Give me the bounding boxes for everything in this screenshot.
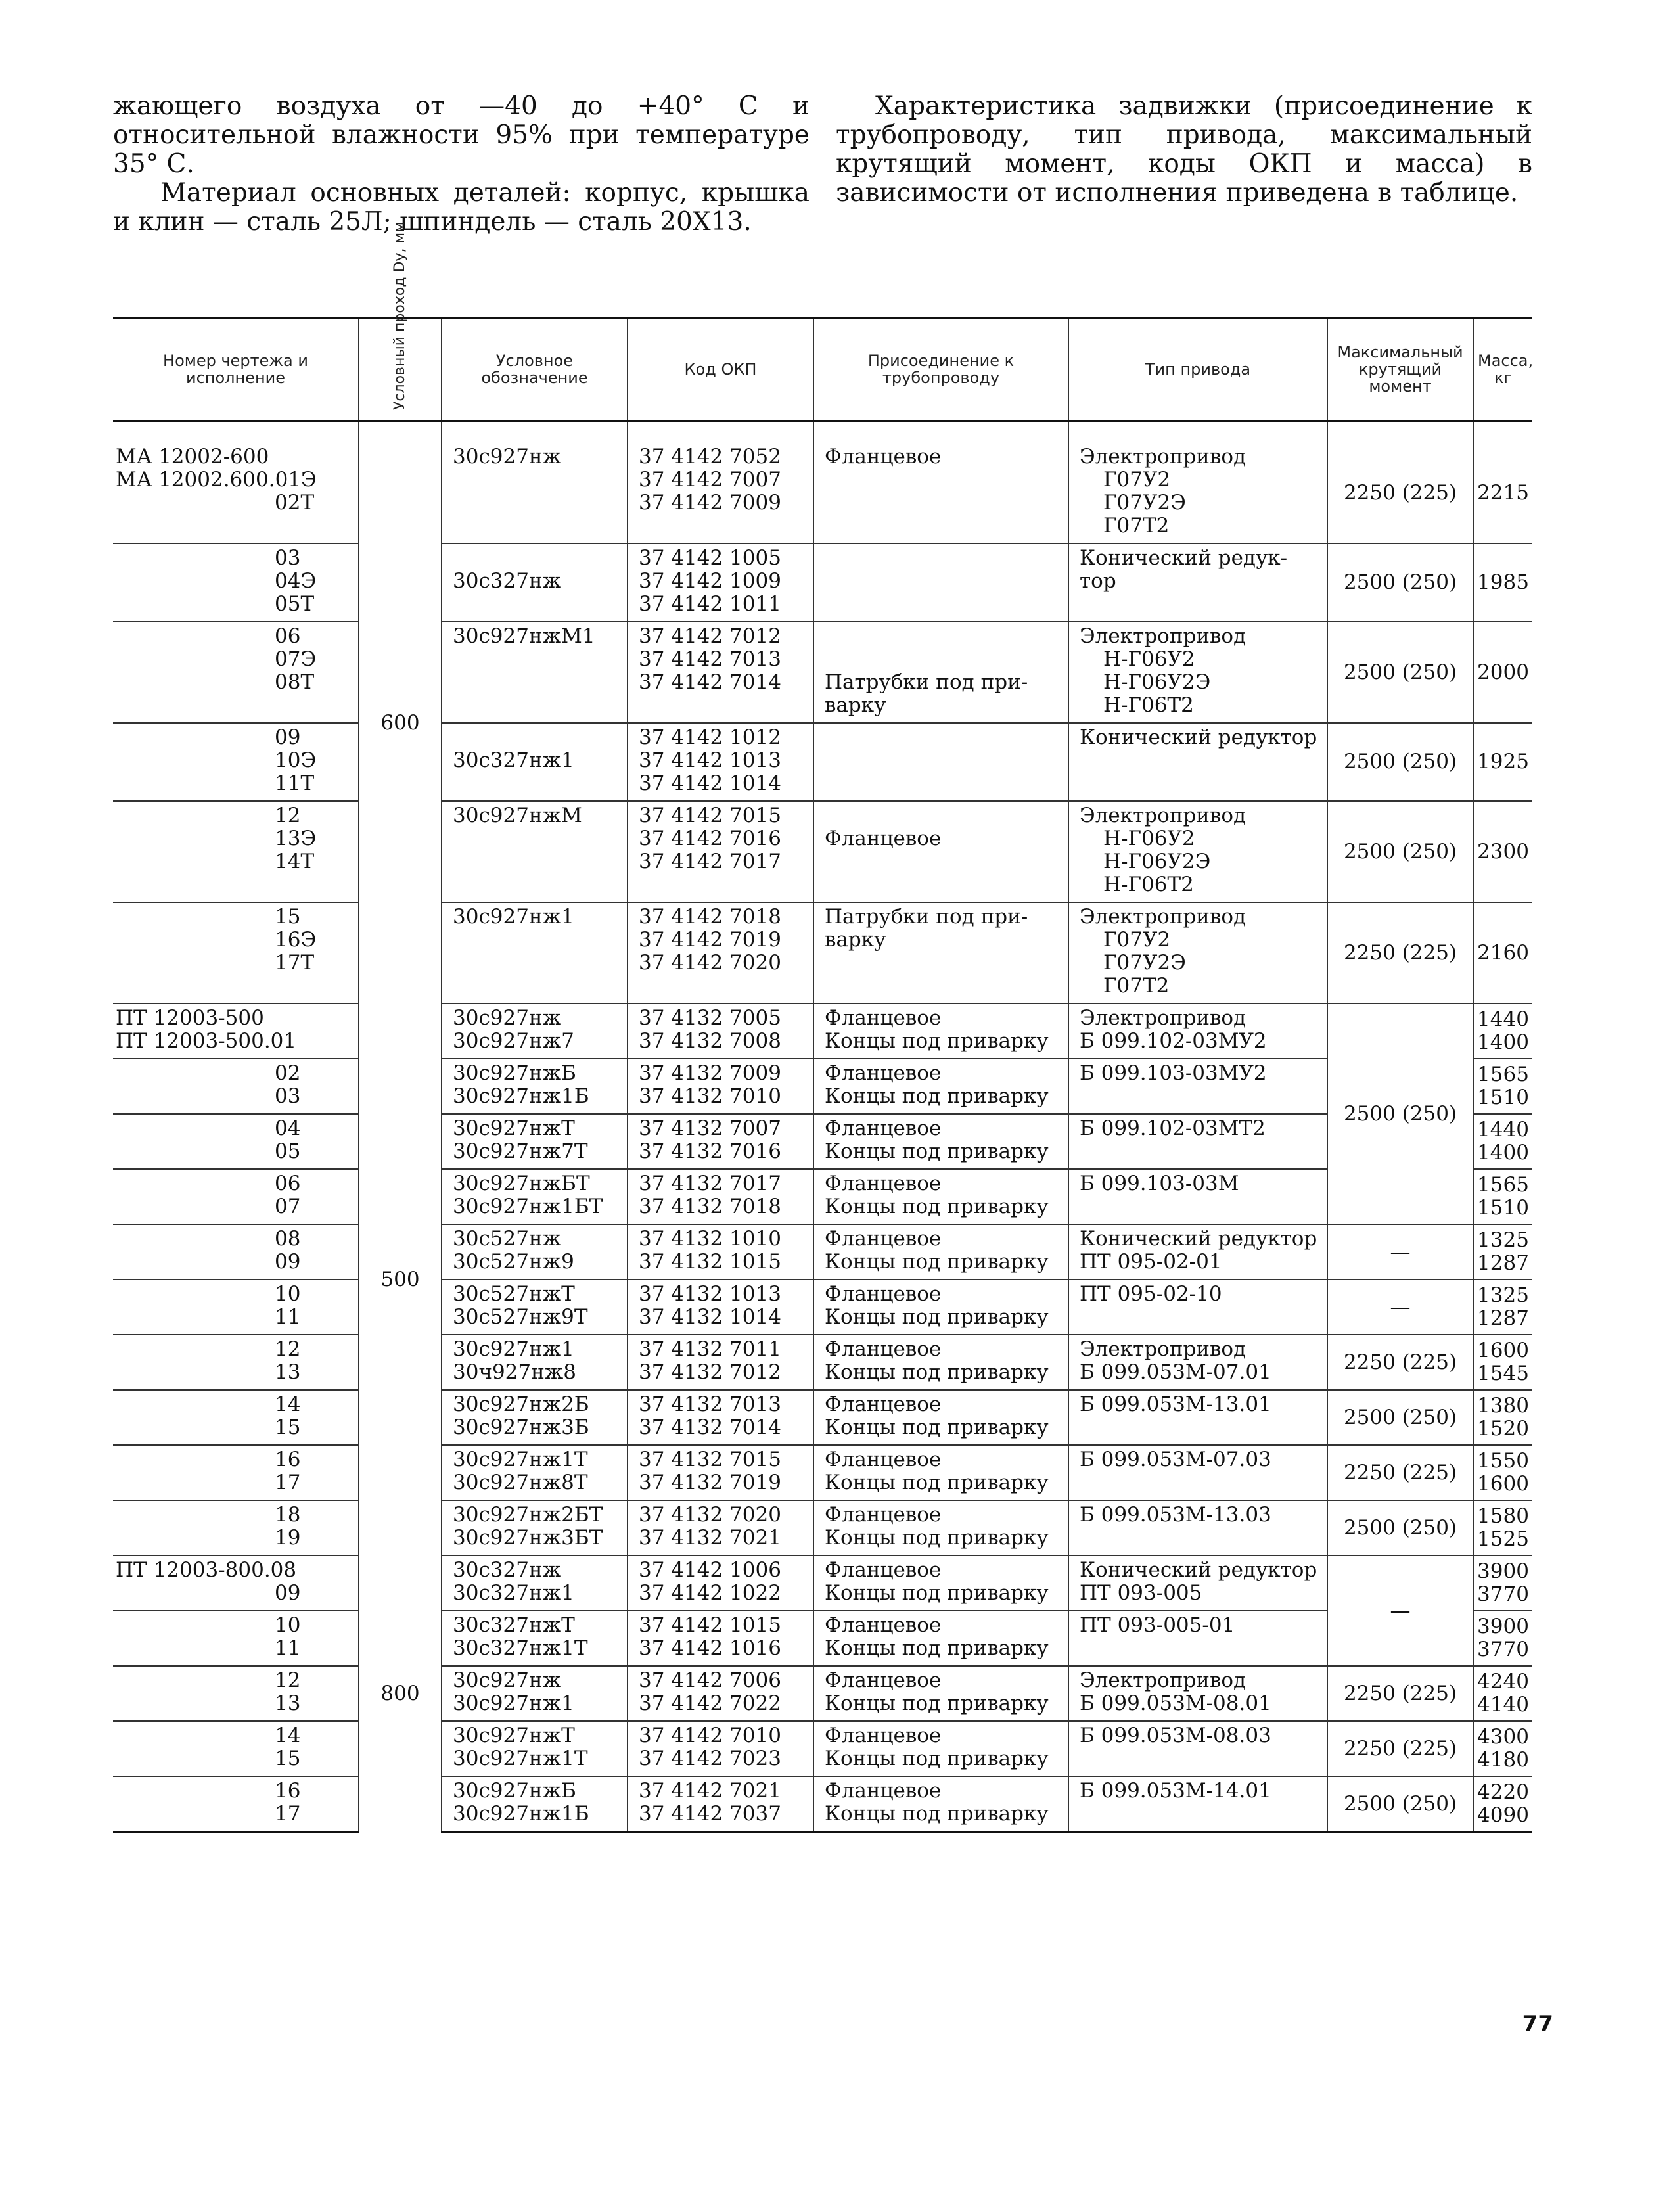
header-dn-label: Условный проход Dу, мм — [392, 221, 408, 410]
drawing-cell: 14 15 — [113, 1390, 359, 1445]
drawing-cell: 04 05 — [113, 1114, 359, 1169]
okp-cell: 37 4132 7015 37 4132 7019 — [628, 1445, 813, 1500]
mass-cell: 1565 1510 — [1473, 1059, 1532, 1114]
drive-cell: Б 099.103-03МУ2 — [1068, 1059, 1327, 1114]
moment-cell: 2250 (225) — [1327, 443, 1473, 543]
drawing-cell: 14 15 — [113, 1721, 359, 1776]
drive-cell: Электропривод Б 099.053М-07.01 — [1068, 1335, 1327, 1390]
okp-cell: 37 4132 7009 37 4132 7010 — [628, 1059, 813, 1114]
designation-cell: 30с927нжМ1 — [442, 622, 628, 723]
okp-cell: 37 4132 7007 37 4132 7016 — [628, 1114, 813, 1169]
mass-cell: 1440 1400 — [1473, 1114, 1532, 1169]
drive-cell: Б 099.053М-13.01 — [1068, 1390, 1327, 1445]
mass-cell: 1580 1525 — [1473, 1500, 1532, 1555]
moment-cell: 2500 (250) — [1327, 1003, 1473, 1224]
connection-cell: Фланцевое Концы под приварку — [813, 1721, 1068, 1776]
header-dn — [359, 221, 442, 421]
header-mass: Масса, кг — [1473, 318, 1532, 421]
mass-cell: 1325 1287 — [1473, 1224, 1532, 1279]
connection-cell: Фланцевое Концы под приварку — [813, 1169, 1068, 1224]
connection-cell: Фланцевое — [813, 801, 1068, 902]
table-row — [113, 1776, 1532, 1832]
moment-cell: — — [1327, 1279, 1473, 1335]
drawing-cell: 03 04Э 05Т — [113, 543, 359, 622]
table-row — [113, 801, 1532, 902]
drive-cell: Электропривод Б 099.102-03МУ2 — [1068, 1003, 1327, 1059]
mass-cell: 2160 — [1473, 902, 1532, 1003]
header-drawing: Номер чертежа и исполнение — [113, 318, 359, 421]
designation-cell: 30с327нжТ 30с327нж1Т — [442, 1611, 628, 1666]
drive-cell: Конический редуктор — [1068, 723, 1327, 801]
connection-cell — [813, 543, 1068, 622]
drive-cell: ПТ 095-02-10 — [1068, 1279, 1327, 1335]
mass-cell: 2300 — [1473, 801, 1532, 902]
designation-cell: 30с927нжБТ 30с927нж1БТ — [442, 1169, 628, 1224]
mass-cell: 1985 — [1473, 543, 1532, 622]
drawing-cell: 10 11 — [113, 1611, 359, 1666]
spacer-row — [113, 421, 1532, 444]
okp-cell: 37 4142 7015 37 4142 7016 37 4142 7017 — [628, 801, 813, 902]
intro-paragraph: Материал основных деталей: корпус, крышка и клин — сталь 25Л; шпиндель — сталь 20Х13. — [113, 178, 810, 237]
table-row — [113, 1279, 1532, 1335]
mass-cell: 2000 — [1473, 622, 1532, 723]
designation-cell: 30с927нж2Б 30с927нж3Б — [442, 1390, 628, 1445]
drive-cell: ПТ 093-005-01 — [1068, 1611, 1327, 1666]
table-row — [113, 622, 1532, 723]
mass-cell: 2215 — [1473, 443, 1532, 543]
okp-cell: 37 4142 7052 37 4142 7007 37 4142 7009 — [628, 443, 813, 543]
drawing-cell: 16 17 — [113, 1445, 359, 1500]
okp-cell: 37 4132 7020 37 4132 7021 — [628, 1500, 813, 1555]
moment-cell: 2500 (250) — [1327, 1776, 1473, 1832]
table-row — [113, 1666, 1532, 1721]
intro-left-column — [113, 92, 810, 237]
drawing-cell: 15 16Э 17Т — [113, 902, 359, 1003]
moment-cell: 2250 (225) — [1327, 1666, 1473, 1721]
mass-cell: 1925 — [1473, 723, 1532, 801]
connection-cell: Фланцевое Концы под приварку — [813, 1279, 1068, 1335]
mass-cell: 1440 1400 — [1473, 1003, 1532, 1059]
okp-cell: 37 4142 1006 37 4142 1022 — [628, 1555, 813, 1611]
table-row — [113, 543, 1532, 622]
drive-cell: Б 099.102-03МТ2 — [1068, 1114, 1327, 1169]
drive-cell: Электропривод Г07У2 Г07У2Э Г07Т2 — [1068, 902, 1327, 1003]
designation-cell: 30с327нж — [442, 543, 628, 622]
drive-cell: Б 099.053М-07.03 — [1068, 1445, 1327, 1500]
drive-cell: Конический редуктор ПТ 095-02-01 — [1068, 1224, 1327, 1279]
connection-cell: Патрубки под при- варку — [813, 622, 1068, 723]
moment-cell: 2250 (225) — [1327, 1335, 1473, 1390]
table-row — [113, 1721, 1532, 1776]
connection-cell: Фланцевое Концы под приварку — [813, 1390, 1068, 1445]
connection-cell: Фланцевое Концы под приварку — [813, 1666, 1068, 1721]
connection-cell: Фланцевое Концы под приварку — [813, 1500, 1068, 1555]
connection-cell: Фланцевое Концы под приварку — [813, 1224, 1068, 1279]
drawing-cell: 02 03 — [113, 1059, 359, 1114]
connection-cell: Фланцевое Концы под приварку — [813, 1114, 1068, 1169]
drawing-cell: ПТ 12003-500 ПТ 12003-500.01 — [113, 1003, 359, 1059]
okp-cell: 37 4142 1012 37 4142 1013 37 4142 1014 — [628, 723, 813, 801]
moment-cell: 2500 (250) — [1327, 1390, 1473, 1445]
drive-cell: Электропривод Б 099.053М-08.01 — [1068, 1666, 1327, 1721]
drawing-cell: 06 07Э 08Т — [113, 622, 359, 723]
okp-cell: 37 4132 1010 37 4132 1015 — [628, 1224, 813, 1279]
moment-cell: 2500 (250) — [1327, 543, 1473, 622]
drive-cell: Конический редук- тор — [1068, 543, 1327, 622]
table-row — [113, 902, 1532, 1003]
connection-cell: Фланцевое Концы под приварку — [813, 1445, 1068, 1500]
moment-cell: 2500 (250) — [1327, 622, 1473, 723]
drive-cell: Б 099.103-03М — [1068, 1169, 1327, 1224]
okp-cell: 37 4142 7021 37 4142 7037 — [628, 1776, 813, 1832]
drive-cell: Б 099.053М-14.01 — [1068, 1776, 1327, 1832]
table-row — [113, 443, 1532, 543]
connection-cell: Фланцевое Концы под приварку — [813, 1003, 1068, 1059]
moment-cell: 2500 (250) — [1327, 723, 1473, 801]
dn-cell: 500 — [359, 1003, 442, 1555]
mass-cell: 1600 1545 — [1473, 1335, 1532, 1390]
page-number: 77 — [1522, 2011, 1553, 2037]
drive-cell: Электропривод Г07У2 Г07У2Э Г07Т2 — [1068, 443, 1327, 543]
mass-cell: 3900 3770 — [1473, 1555, 1532, 1611]
header-drive: Тип привода — [1068, 318, 1327, 421]
okp-cell: 37 4142 7012 37 4142 7013 37 4142 7014 — [628, 622, 813, 723]
moment-cell: 2500 (250) — [1327, 1500, 1473, 1555]
okp-cell: 37 4132 7005 37 4132 7008 — [628, 1003, 813, 1059]
intro-paragraph: Характеристика задвижки (присоединение к трубопроводу, тип привода, максимальный крутящий момент, коды ОКП и масса) в зависимости от исполнения приведена в таблице. — [836, 91, 1532, 208]
designation-cell: 30с927нж — [442, 443, 628, 543]
header-moment: Максимальный крутящий момент — [1327, 318, 1473, 421]
dn-cell: 600 — [359, 443, 442, 1003]
connection-cell: Фланцевое Концы под приварку — [813, 1059, 1068, 1114]
drawing-cell: 09 10Э 11Т — [113, 723, 359, 801]
table-row — [113, 1390, 1532, 1445]
drawing-cell: 16 17 — [113, 1776, 359, 1832]
header-connection: Присоединение к трубопроводу — [813, 318, 1068, 421]
table-row — [113, 1500, 1532, 1555]
moment-cell: 2500 (250) — [1327, 801, 1473, 902]
mass-cell: 4300 4180 — [1473, 1721, 1532, 1776]
designation-cell: 30с927нж1Т 30с927нж8Т — [442, 1445, 628, 1500]
drawing-cell: 08 09 — [113, 1224, 359, 1279]
mass-cell: 4220 4090 — [1473, 1776, 1532, 1832]
table-body — [113, 421, 1532, 1832]
okp-cell: 37 4142 1015 37 4142 1016 — [628, 1611, 813, 1666]
dn-cell: 800 — [359, 1555, 442, 1832]
connection-cell: Фланцевое Концы под приварку — [813, 1555, 1068, 1611]
moment-cell: — — [1327, 1555, 1473, 1666]
drawing-cell: ПТ 12003-800.08 09 — [113, 1555, 359, 1611]
okp-cell: 37 4142 7006 37 4142 7022 — [628, 1666, 813, 1721]
table-row — [113, 1169, 1532, 1224]
okp-cell: 37 4132 7017 37 4132 7018 — [628, 1169, 813, 1224]
drawing-cell: МА 12002-600 МА 12002.600.01Э 02Т — [113, 443, 359, 543]
mass-cell: 1380 1520 — [1473, 1390, 1532, 1445]
designation-cell: 30с927нжБ 30с927нж1Б — [442, 1059, 628, 1114]
designation-cell: 30с327нж 30с327нж1 — [442, 1555, 628, 1611]
drawing-cell: 10 11 — [113, 1279, 359, 1335]
designation-cell: 30с927нжТ 30с927нж7Т — [442, 1114, 628, 1169]
table-row — [113, 1003, 1532, 1059]
mass-cell: 4240 4140 — [1473, 1666, 1532, 1721]
designation-cell: 30с327нж1 — [442, 723, 628, 801]
table-row — [113, 1059, 1532, 1114]
table-row — [113, 1114, 1532, 1169]
designation-cell: 30с527нжТ 30с527нж9Т — [442, 1279, 628, 1335]
table-row — [113, 723, 1532, 801]
okp-cell: 37 4142 1005 37 4142 1009 37 4142 1011 — [628, 543, 813, 622]
drive-cell: Электропривод Н-Г06У2 Н-Г06У2Э Н-Г06Т2 — [1068, 622, 1327, 723]
connection-cell: Фланцевое Концы под приварку — [813, 1611, 1068, 1666]
drawing-cell: 12 13 — [113, 1335, 359, 1390]
header-designation: Условное обозначение — [442, 318, 628, 421]
okp-cell: 37 4142 7018 37 4142 7019 37 4142 7020 — [628, 902, 813, 1003]
connection-cell: Фланцевое — [813, 443, 1068, 543]
connection-cell: Патрубки под при- варку — [813, 902, 1068, 1003]
header-okp: Код ОКП — [628, 318, 813, 421]
designation-cell: 30с927нжБ 30с927нж1Б — [442, 1776, 628, 1832]
moment-cell: — — [1327, 1224, 1473, 1279]
intro-text — [113, 92, 1532, 237]
table-row — [113, 1445, 1532, 1500]
okp-cell: 37 4132 7011 37 4132 7012 — [628, 1335, 813, 1390]
intro-right-column — [836, 92, 1532, 237]
table-row — [113, 1224, 1532, 1279]
moment-cell: 2250 (225) — [1327, 902, 1473, 1003]
mass-cell: 3900 3770 — [1473, 1611, 1532, 1666]
connection-cell: Фланцевое Концы под приварку — [813, 1776, 1068, 1832]
connection-cell: Фланцевое Концы под приварку — [813, 1335, 1068, 1390]
drive-cell: Б 099.053М-13.03 — [1068, 1500, 1327, 1555]
mass-cell: 1565 1510 — [1473, 1169, 1532, 1224]
okp-cell: 37 4132 1013 37 4132 1014 — [628, 1279, 813, 1335]
designation-cell: 30с927нж 30с927нж1 — [442, 1666, 628, 1721]
designation-cell: 30с927нжМ — [442, 801, 628, 902]
drawing-cell: 06 07 — [113, 1169, 359, 1224]
moment-cell: 2250 (225) — [1327, 1445, 1473, 1500]
drawing-cell: 12 13 — [113, 1666, 359, 1721]
table-header — [113, 221, 1534, 421]
mass-cell: 1325 1287 — [1473, 1279, 1532, 1335]
moment-cell: 2250 (225) — [1327, 1721, 1473, 1776]
designation-cell: 30с927нж2БТ 30с927нж3БТ — [442, 1500, 628, 1555]
connection-cell — [813, 723, 1068, 801]
mass-cell: 1550 1600 — [1473, 1445, 1532, 1500]
designation-cell: 30с927нж1 — [442, 902, 628, 1003]
designation-cell: 30с927нжТ 30с927нж1Т — [442, 1721, 628, 1776]
designation-cell: 30с927нж 30с927нж7 — [442, 1003, 628, 1059]
drive-cell: Электропривод Н-Г06У2 Н-Г06У2Э Н-Г06Т2 — [1068, 801, 1327, 902]
table-row — [113, 1611, 1532, 1666]
designation-cell: 30с927нж1 30ч927нж8 — [442, 1335, 628, 1390]
intro-paragraph: жающего воздуха от —40 до +40° С и относительной влажности 95% при температуре 35° С. — [113, 91, 810, 179]
drive-cell: Б 099.053М-08.03 — [1068, 1721, 1327, 1776]
valve-spec-table — [113, 221, 1534, 1833]
drive-cell: Конический редуктор ПТ 093-005 — [1068, 1555, 1327, 1611]
drawing-cell: 12 13Э 14Т — [113, 801, 359, 902]
designation-cell: 30с527нж 30с527нж9 — [442, 1224, 628, 1279]
okp-cell: 37 4132 7013 37 4132 7014 — [628, 1390, 813, 1445]
table-row — [113, 1555, 1532, 1611]
okp-cell: 37 4142 7010 37 4142 7023 — [628, 1721, 813, 1776]
drawing-cell: 18 19 — [113, 1500, 359, 1555]
table-row — [113, 1335, 1532, 1390]
